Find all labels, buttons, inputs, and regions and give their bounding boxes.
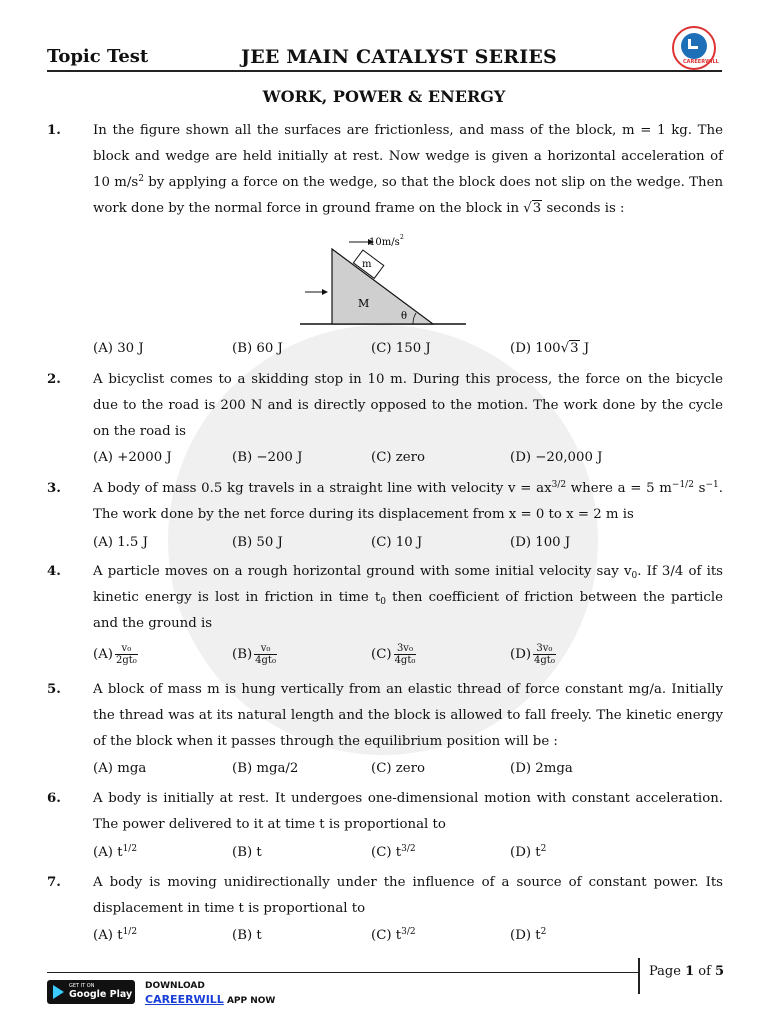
- question-text: A body of mass 0.5 kg travels in a straight line with velocity $v = ax^{3/2}$ where a = 5 $m^{-1/2}$ $s^{-1}$. The work done by the net force during its displacement from x = 0 to x = 2 m is: [93, 480, 724, 522]
- question-1: [47, 118, 723, 222]
- question-number: 7.: [47, 875, 61, 890]
- page-title: WORK, POWER & ENERGY: [262, 87, 506, 106]
- google-play-badge[interactable]: [47, 980, 135, 1004]
- footer-divider: [638, 958, 640, 994]
- question-number: 1.: [47, 123, 61, 138]
- option-a: (A) +2000 J: [93, 450, 172, 465]
- fraction: $\frac{\text{v₀}}{\text{2gt₀}}$: [115, 643, 137, 666]
- question-text: A bicyclist comes to a skidding stop in 10 m. During this process, the force on the bicycle due to the road is 200 N and is directly opposed to the motion. The work done by the cycle on the road is: [93, 372, 723, 439]
- question-5: [47, 677, 723, 755]
- question-text: A particle moves on a rough horizontal ground with some initial velocity say $v_0$. If 3/4 of its kinetic energy is lost in friction in time $t_0$ then coefficient of friction between the particle and the ground is: [93, 564, 724, 631]
- question-7-options: [93, 928, 723, 952]
- question-5-options: [93, 761, 723, 785]
- topic-test-label: Topic Test: [47, 46, 149, 67]
- question-3-options: [93, 535, 723, 559]
- logo-mark: [688, 39, 698, 49]
- question-number: 3.: [47, 481, 61, 496]
- option-c: (C) $t^{3/2}$: [371, 927, 416, 943]
- question-2-options: [93, 450, 723, 474]
- question-6-options: [93, 845, 723, 869]
- angle-label: θ: [401, 311, 408, 322]
- question-4: [47, 559, 723, 637]
- option-d: (D) 100√3 J: [510, 341, 590, 356]
- option-c: (C) zero: [371, 450, 426, 465]
- question-text: In the figure shown all the surfaces are frictionless, and mass of the block, m = 1 kg. The block and wedge are held initially at rest. Now wedge is given a horizontal acceleration of 10 $m/s^2$ by applying a force on the wedge, so that the block does not slip on the wedge. Then work done by the normal force in ground frame on the block in √3 seconds is :: [93, 123, 724, 216]
- question-number: 2.: [47, 372, 61, 387]
- logo-text: CAREERWILL: [683, 59, 719, 65]
- option-d: (D) $\frac{\text{3v₀}}{\text{4gt₀}}$: [510, 643, 555, 666]
- series-title: JEE MAIN CATALYST SERIES: [241, 46, 557, 68]
- block-label: m: [362, 259, 372, 270]
- option-d: (D) $t^2$: [510, 844, 547, 860]
- question-3: [47, 476, 723, 528]
- badge-small-text: GET IT ON: [69, 983, 95, 989]
- option-d: (D) 2mga: [510, 761, 573, 776]
- question-text: A body is initially at rest. It undergoes one-dimensional motion with constant acceleration. The power delivered to it at time t is proportional to: [93, 791, 723, 832]
- option-d: (D) −20,000 J: [510, 450, 603, 465]
- fraction: $\frac{\text{v₀}}{\text{4gt₀}}$: [255, 643, 276, 666]
- download-label: DOWNLOAD: [145, 981, 205, 991]
- careerwill-app-line: [145, 993, 275, 1006]
- question-number: 4.: [47, 564, 61, 579]
- question-1-options: [93, 341, 723, 365]
- option-b: (B) t: [232, 928, 262, 943]
- badge-big-text: Google Play: [69, 989, 133, 1000]
- header-rule: [47, 70, 722, 72]
- question-6: [47, 786, 723, 838]
- option-a: (A) 30 J: [93, 341, 144, 356]
- option-b: (B) −200 J: [232, 450, 303, 465]
- option-a: (A) $t^{1/2}$: [93, 927, 138, 943]
- option-a: (A) mga: [93, 761, 147, 776]
- option-b: (B) 60 J: [232, 341, 283, 356]
- question-number: 6.: [47, 791, 61, 806]
- wedge-label: M: [358, 297, 370, 310]
- careerwill-link[interactable]: CAREERWILL: [145, 993, 224, 1006]
- question-7: [47, 870, 723, 922]
- option-a: (A) $\frac{\text{v₀}}{\text{2gt₀}}$: [93, 643, 137, 666]
- option-b: (B) 50 J: [232, 535, 283, 550]
- page-number: Page 1 of 5: [649, 964, 725, 979]
- question-2: [47, 367, 723, 445]
- option-c: (C) 10 J: [371, 535, 423, 550]
- accel-superscript: 2: [400, 234, 404, 241]
- wedge-diagram: [300, 232, 466, 332]
- option-d: (D) 100 J: [510, 535, 571, 550]
- option-b: (B) mga/2: [232, 761, 299, 776]
- option-c: (C) $t^{3/2}$: [371, 844, 416, 860]
- fraction: $\frac{\text{3v₀}}{\text{4gt₀}}$: [534, 643, 555, 666]
- option-a: (A) $t^{1/2}$: [93, 844, 138, 860]
- option-b: (B) t: [232, 845, 262, 860]
- question-number: 5.: [47, 682, 61, 697]
- fraction: $\frac{\text{3v₀}}{\text{4gt₀}}$: [394, 643, 416, 666]
- option-a: (A) 1.5 J: [93, 535, 148, 550]
- option-c: (C) $\frac{\text{3v₀}}{\text{4gt₀}}$: [371, 643, 416, 666]
- option-d: (D) $t^2$: [510, 927, 547, 943]
- play-store-icon: [53, 985, 64, 999]
- option-c: (C) 150 J: [371, 341, 431, 356]
- option-b: (B) $\frac{\text{v₀}}{\text{4gt₀}}$: [232, 643, 276, 666]
- accel-label: 10m/s: [369, 237, 400, 248]
- footer-rule: [47, 972, 639, 973]
- option-c: (C) zero: [371, 761, 426, 776]
- question-4-options: [93, 643, 723, 673]
- app-now-text: APP NOW: [223, 996, 276, 1006]
- question-text: A block of mass m is hung vertically from an elastic thread of force constant mg/a. Initially the thread was at its natural length and the block is allowed to fall freely. The kinetic energy of the block when it passes through the equilibrium position will be :: [93, 682, 723, 749]
- question-text: A body is moving unidirectionally under the influence of a source of constant power. Its displacement in time t is proportional to: [93, 875, 723, 916]
- careerwill-logo: [672, 26, 719, 70]
- wedge-figure: [300, 232, 466, 332]
